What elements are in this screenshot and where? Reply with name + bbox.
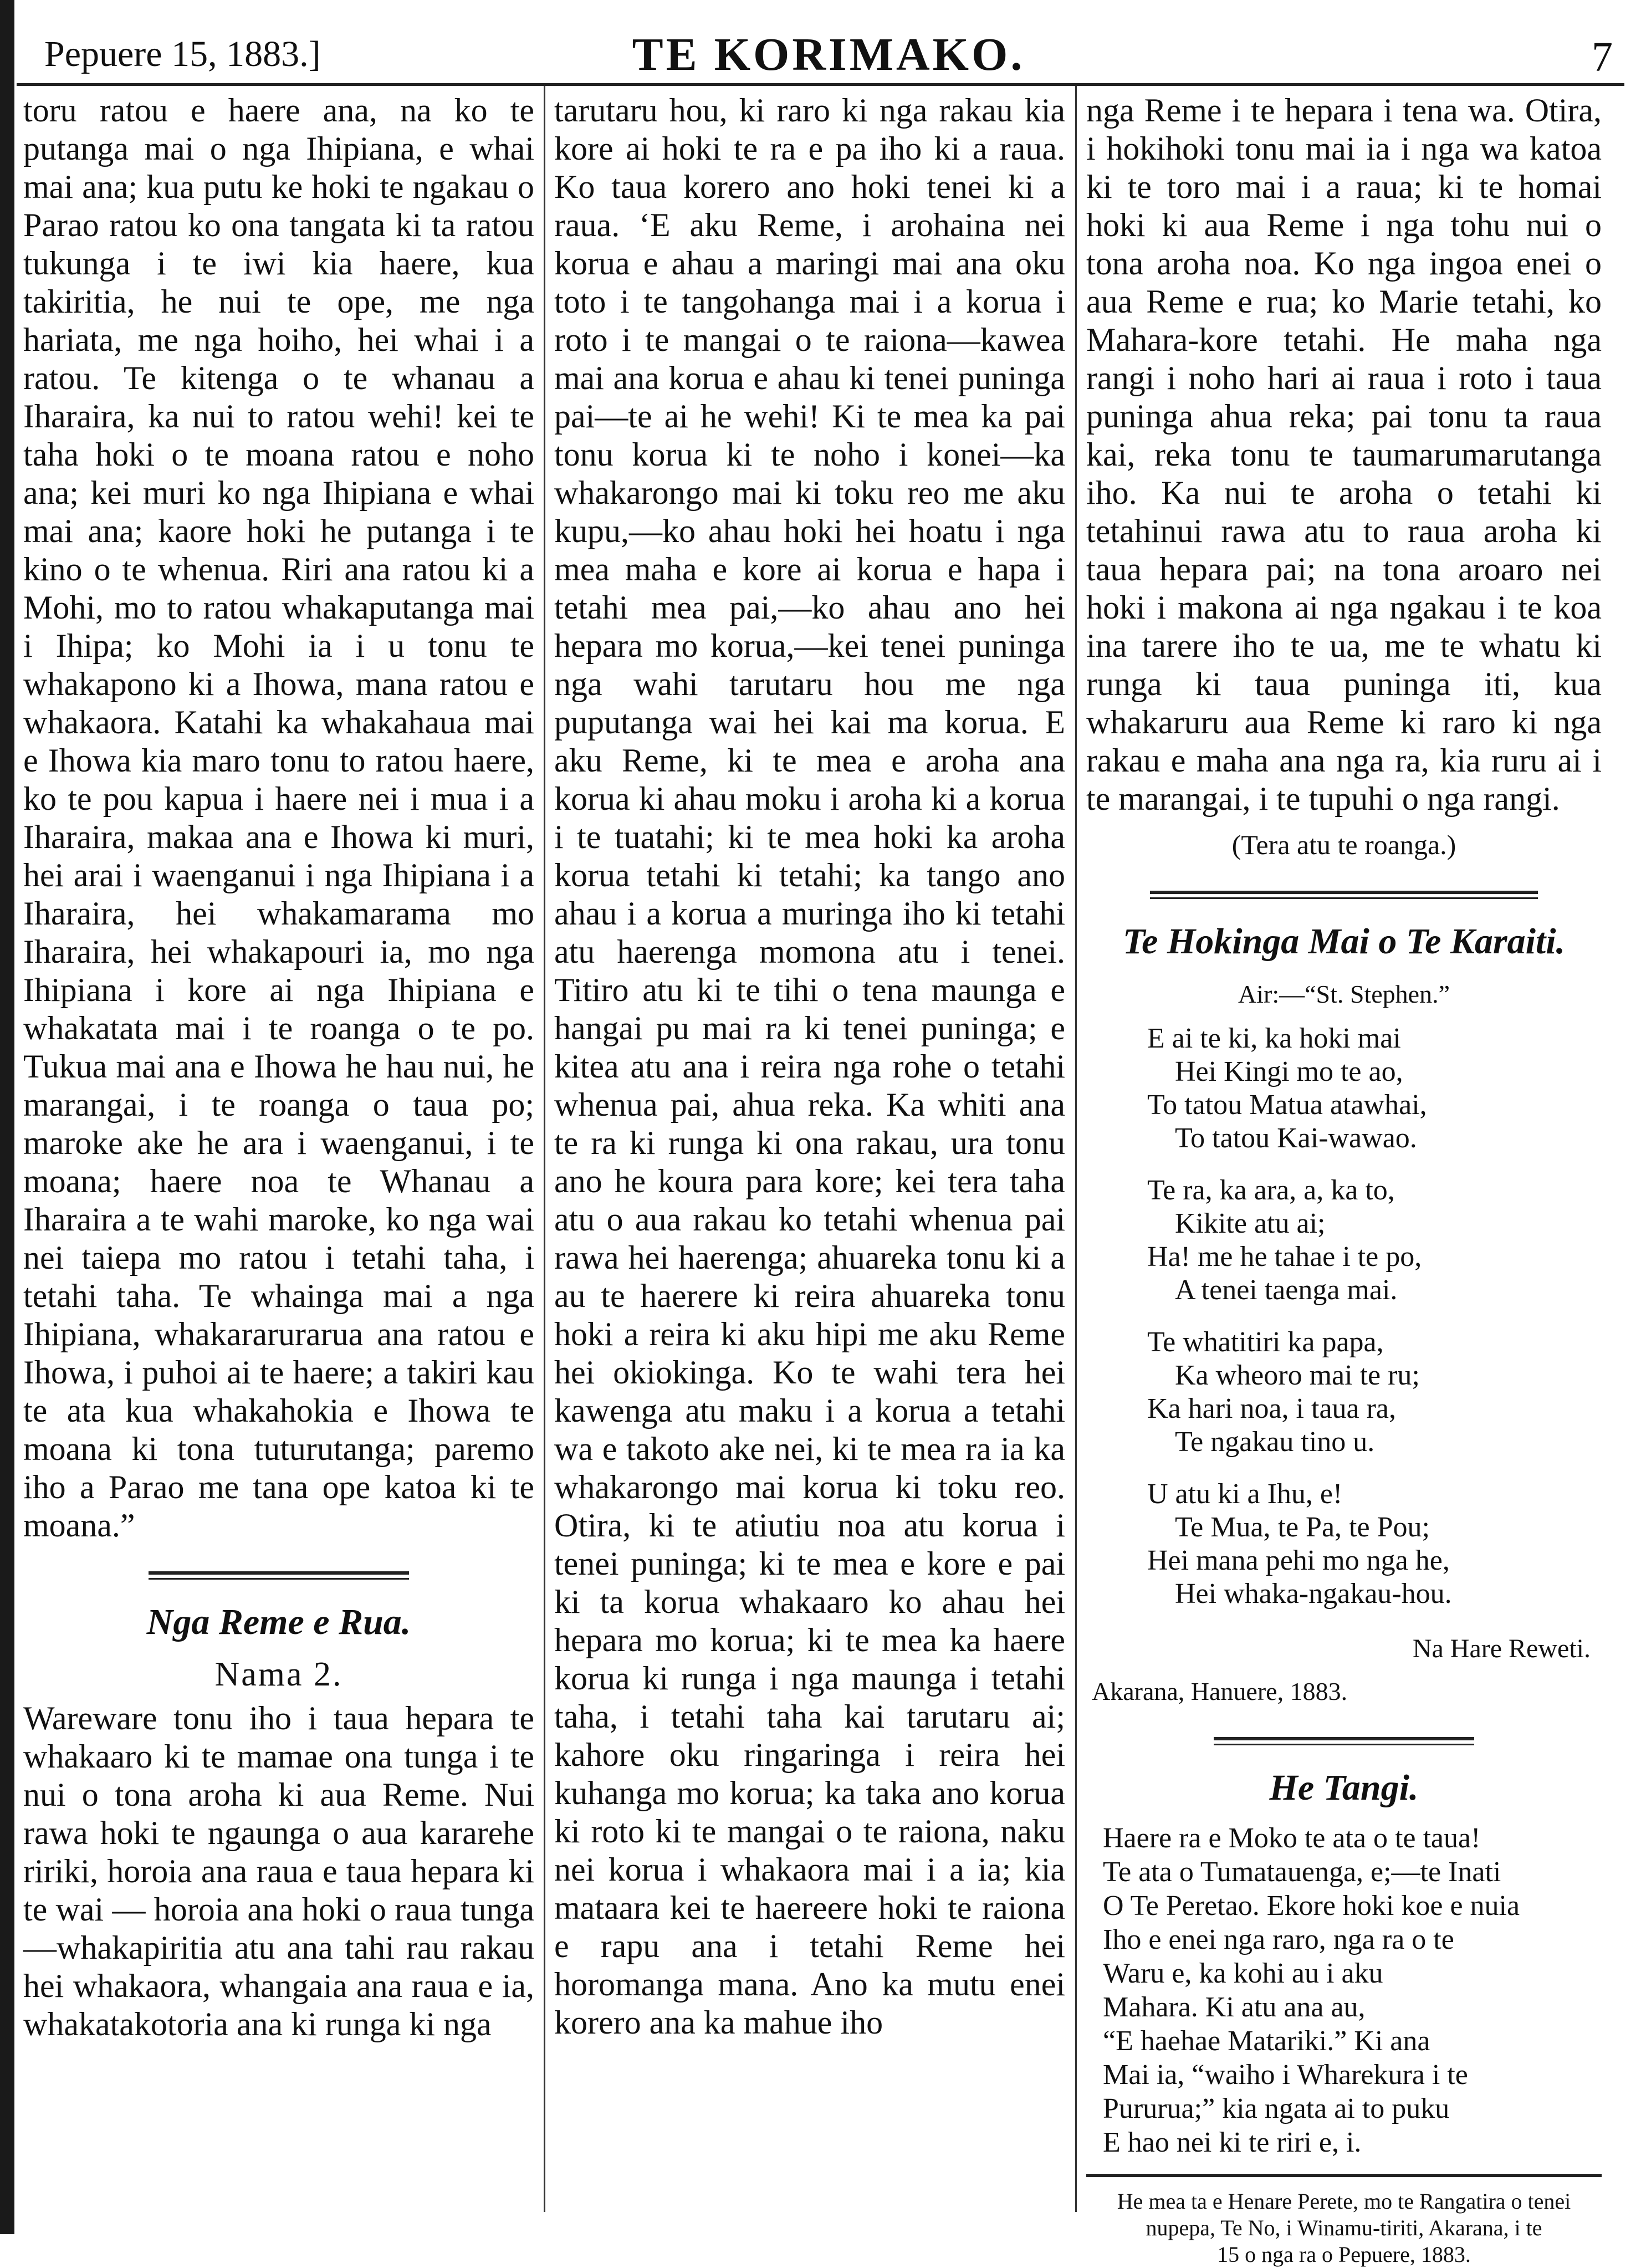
hymn-verse — [1147, 1174, 1602, 1307]
verse-line: Hei whaka-ngakau-hou. — [1175, 1578, 1452, 1610]
verse-line: To tatou Kai-wawao. — [1175, 1122, 1417, 1154]
verse-line: Ka wheoro mai te ru; — [1175, 1360, 1420, 1391]
footer-rule — [1086, 2174, 1602, 2177]
column-2 — [554, 91, 1065, 2042]
tangi-poem — [1103, 1821, 1602, 2159]
poem-line: Pururua;” kia ngata ai to puku — [1103, 2093, 1450, 2124]
story-number: Nama 2. — [214, 1656, 343, 1693]
verse-line: Ka hari noa, i taua ra, — [1147, 1393, 1397, 1424]
verse-line: A tenei taenga mai. — [1175, 1274, 1398, 1306]
story-ending-text: nga Reme i te hepara i tena wa. Otira, i hokihoki tonu mai ia i nga wa katoa ki te toro mai i a raua; ki te homai hoki ki aua Reme i nga tohu nui o tona aroha noa. Ko nga ingoa enei o aua Reme e rua; ko Marie tetahi, ko Mahara-kore tetahi. He maha nga rangi i noho hari ai raua i roto i taua puninga ahua reka; pai tonu ta raua kai, reka tonu te taumarumarutanga iho. Ka nui te aroha o tetahi ki tetahinui rawa atu to raua aroha ki taua hepara pai; na tona aroaro nei hoki i makona ai nga ngakau i te koa ina tarere iho te ua, me te whatu ki runga ki taua puninga iti, kua whakaruru aua Reme ki raro ki nga rakau e maha ana nga ra, kia ruru ai i te marangai, i te tupuhi o nga rangi. — [1086, 92, 1602, 817]
hymn-verse — [1147, 1022, 1602, 1155]
hymn-air: Air:—“St. Stephen.” — [1238, 980, 1450, 1008]
tangi-title: He Tangi. — [1269, 1768, 1419, 1808]
header-rule — [17, 83, 1624, 86]
verse-line: Te Mua, te Pa, te Pou; — [1175, 1511, 1430, 1543]
verse-line: Ha! me he tahae i te po, — [1147, 1241, 1422, 1273]
printer-imprint: He mea ta e Henare Perete, mo te Rangatira o tenei nupepa, Te No, i Winamu-tiriti, Akarana, i te — [1117, 2189, 1571, 2240]
verse-line: Te whatitiri ka papa, — [1147, 1326, 1384, 1358]
story-title: Nga Reme e Rua. — [146, 1602, 411, 1642]
poem-line: Mahara. Ki atu ana au, — [1103, 1991, 1366, 2023]
verse-line: U atu ki a Ihu, e! — [1147, 1478, 1343, 1510]
verse-line: Hei Kingi mo te ao, — [1175, 1056, 1403, 1087]
hymn-verse — [1147, 1478, 1602, 1611]
poem-line: O Te Peretao. Ekore hoki koe e nuia — [1103, 1890, 1520, 1922]
poem-line: E hao nei ki te riri e, i. — [1103, 2127, 1362, 2158]
verse-line: Te ra, ka ara, a, ka to, — [1147, 1174, 1395, 1206]
hymn-title: Te Hokinga Mai o Te Karaiti. — [1122, 921, 1566, 962]
section-divider — [1214, 1737, 1474, 1745]
exodus-continuation-text: toru ratou e haere ana, na ko te putanga mai o nga Ihipiana, e whai mai ana; kua putu ke hoki te ngakau o Parao ratou ko ona tangata ki ta ratou tukunga i te iwi kia haere, kua takiritia, he nui te ope, me nga hariata, me nga hoiho, hei whai i a ratou. Te kitenga o te whanau a Iharaira, ka nui to ratou wehi! kei te taha hoki o te moana ratou e noho ana; kei muri ko nga Ihipiana e whai mai ana; kaore hoki he putanga i te kino o te whenua. Riri ana ratou ki a Mohi, mo to ratou whakaputanga mai i Ihipa; ko Mohi ia i u tonu te whakapono ki a Ihowa, mana ratou e whakaora. Katahi ka whakahaua mai e Ihowa kia maro tonu to ratou haere, ko te pou kapua i haere nei i mua i a Iharaira, makaa ana e Ihowa ki muri, hei arai i waenganui i nga Ihipiana i a Iharaira, hei whakamarama mo Iharaira, hei whakapouri ia, mo nga Ihipiana i kore ai nga Ihipiana e whakatata mai i te roanga o te po. Tukua mai ana e Ihowa he hau nui, he marangai, i te roanga o taua po; maroke ake he ara i waenganui, i te moana; haere noa te Whanau a Iharaira a te wahi maroke, ko nga wai nei taiepa mo ratou i tetahi taha, i tetahi taha. Te whainga mai a nga Ihipiana, whakararurarua ana ratou e Ihowa, i puhoi ai te haere; a takiri kau te ata kua whakahokia e Ihowa te moana ki tona tuturutanga; paremo iho a Parao me tana ope katoa ki te moana.” — [23, 92, 534, 1544]
page-binding-edge — [0, 0, 14, 2234]
verse-line: Te ngakau tino u. — [1175, 1426, 1375, 1458]
story-continuation-text: tarutaru hou, ki raro ki nga rakau kia kore ai hoki te ra e pa iho ki a raua. Ko taua korero ano hoki tenei ki a raua. ‘E aku Reme, i arohaina nei korua e ahau a maringi mai ana oku toto i te tangohanga mai i a korua i roto i te mangai o te raiona—kawea mai ana korua e ahau ki tenei puninga pai—te ai he wehi! Ki te mea ka pai tonu korua ki te noho i konei—ka whakarongo mai ki toku reo me aku kupu,—ko ahau hoki hei hoatu i nga mea maha e kore ai korua e hapa i tetahi mea pai,—ko ahau ano hei hepara mo korua,—kei tenei puninga nga wahi tarutaru hou me nga puputanga wai hei kai ma korua. E aku Reme, ki te mea e aroha ana korua ki ahau moku i aroha ki a korua i te tuatahi; ki te mea hoki ka aroha korua tetahi ki tetahi; ka tango ano ahau i a korua a muringa iho ki tetahi atu haerenga momona atu i tenei. Titiro atu ki te tihi o tena maunga e hangai pu mai ra ki tenei puninga; e kitea atu ana i reira nga rohe o tetahi whenua pai, ahua reka. Ka whiti ana te ra ki runga ki ona rakau, ura tonu ano he koura para kore; kei tera taha atu o aua rakau ko tetahi whenua pai rawa hei haerenga; ahuareka tonu ki a au te haerere ki reira ahuareka tonu hoki a reira ki aku hipi me aku Reme hei okiokinga. Ko te wahi tera hei kawenga atu maku i a korua a tetahi wa e takoto ake nei, ki te mea ra ia ka whakarongo mai korua ki toku reo. Otira, ki te atiutiu noa atu korua i tenei puninga; ki te mea e kore e pai ki ta korua whakaaro ko ahau hei hepara mo korua; ki te mea ka haere korua ki runga i nga maunga i tetahi taha, i tetahi taha kai tarutaru ai; kahore oku ringaringa i reira hei kuhanga mo korua; ka taka ano korua ki roto ki te mangai o te raiona, naku nei korua i whakaora mai i a ia; kia mataara kei te haereere hoki te raiona e rapu ana i tetahi Reme hei horomanga mana. Ano ka mutu enei korero ana ka mahue iho — [554, 92, 1065, 2041]
verse-line: Hei mana pehi mo nga he, — [1147, 1545, 1450, 1576]
hymn-place-date: Akarana, Hanuere, 1883. — [1092, 1677, 1348, 1705]
column-3 — [1086, 91, 1602, 2268]
poem-line: Mai ia, “waiho i Wharekura i te — [1103, 2059, 1468, 2091]
column-1 — [23, 91, 534, 2044]
poem-line: “E haehae Matariki.” Ki ana — [1103, 2025, 1430, 2057]
verse-line: Kikite atu ai; — [1175, 1208, 1326, 1239]
poem-line: Iho e enei nga raro, nga ra o te — [1103, 1924, 1454, 1955]
newspaper-title: TE KORIMAKO. — [632, 29, 1025, 80]
poem-line: Waru e, ka kohi au i aku — [1103, 1958, 1383, 1989]
verse-line: To tatou Matua atawhai, — [1147, 1089, 1427, 1121]
page-number: 7 — [1592, 34, 1613, 80]
column-divider — [1075, 86, 1077, 2212]
header-date: Pepuere 15, 1883.] — [44, 34, 321, 74]
column-divider — [544, 86, 545, 2212]
section-divider — [149, 1571, 409, 1580]
poem-line: Te ata o Tumatauenga, e;—te Inati — [1103, 1856, 1501, 1888]
hymn-author: Na Hare Reweti. — [1412, 1634, 1591, 1663]
verse-line: E ai te ki, ka hoki mai — [1147, 1023, 1401, 1054]
hymn-verse — [1147, 1326, 1602, 1459]
section-divider — [1150, 891, 1538, 899]
printer-imprint-date: 15 o nga ra o Pepuere, 1883. — [1217, 2242, 1471, 2267]
to-be-continued: (Tera atu te roanga.) — [1231, 829, 1456, 860]
story-text: Wareware tonu iho i taua hepara te whakaaro ki te mamae ona tunga i te nui o tona aroha ki aua Reme. Nui rawa hoki te ngaunga o aua kararehe ririki, horoia ana raua e taua hepara ki te wai — horoia ana hoki o raua tunga—whakapiritia atu ana tahi rau rakau hei whakaora, whangaia ana raua e ia, whakatakotoria ana ki runga ki nga — [23, 1700, 534, 2042]
poem-line: Haere ra e Moko te ata o te taua! — [1103, 1822, 1481, 1854]
